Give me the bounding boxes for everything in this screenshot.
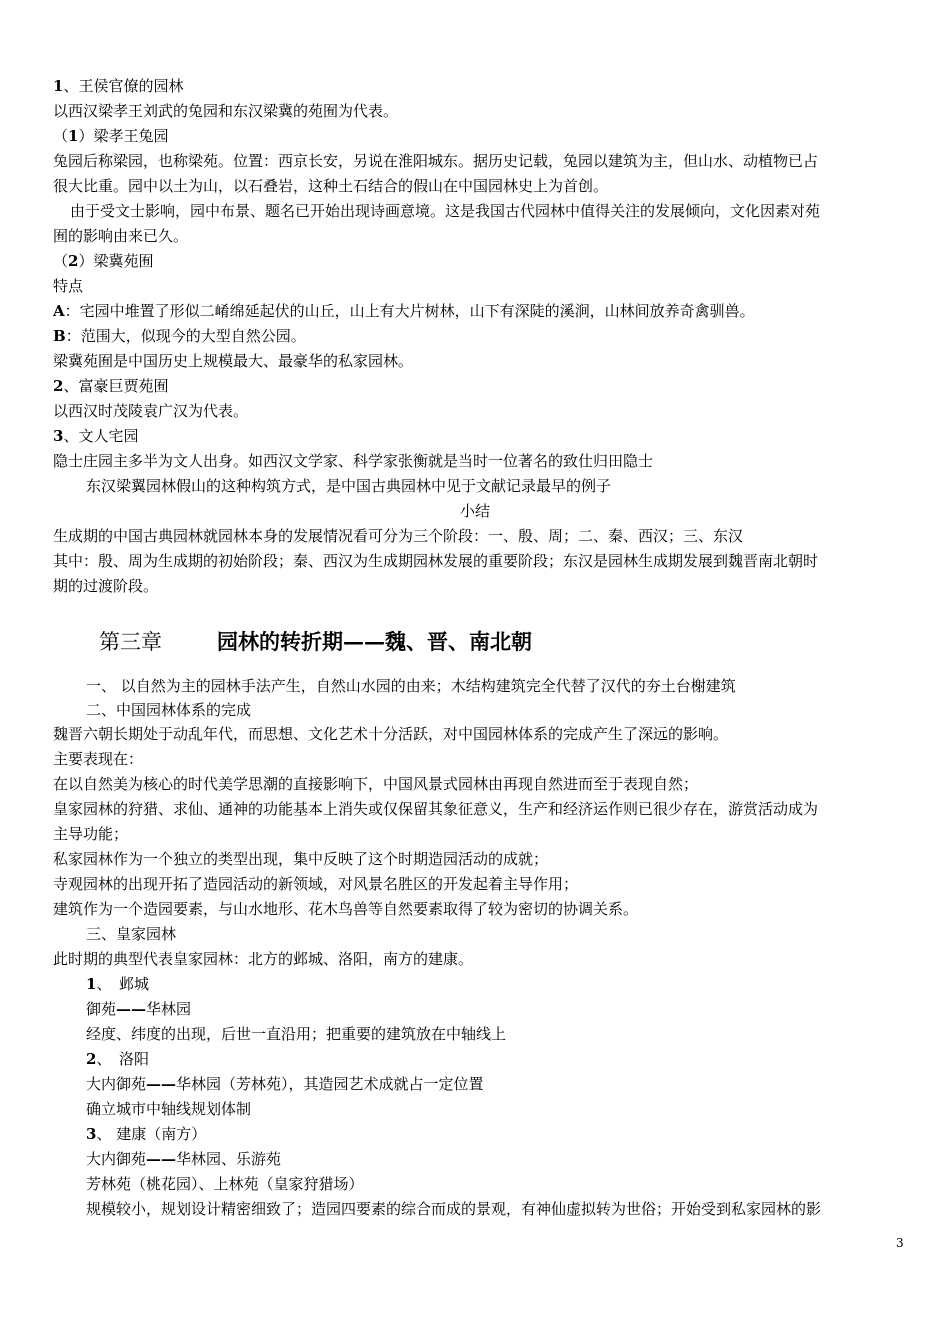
paragraph: 兔园后称梁园，也称梁苑。位置：西京长安，另说在淮阳城东。据历史记载，兔园以建筑为主，但山水、动植物已占 — [53, 152, 819, 170]
paragraph: 经度、纬度的出现，后世一直沿用；把重要的建筑放在中轴线上 — [86, 1025, 507, 1043]
chapter-title: 园林的转折期——魏、晋、南北朝 — [217, 629, 532, 654]
subheading-text: ）梁孝王兔园 — [78, 127, 169, 145]
paragraph — [86, 999, 946, 1019]
city-heading-3 — [86, 1124, 946, 1144]
subheading-number: 1 — [68, 127, 79, 145]
paragraph: 梁冀苑囿是中国历史上规模最大、最豪华的私家园林。 — [53, 352, 414, 370]
text: 御苑 — [86, 1000, 117, 1018]
text: 华林园（芳林苑），其造园艺术成就占一定位置 — [176, 1075, 484, 1093]
feature-text: ：范围大，似现今的大型自然公园。 — [65, 327, 306, 345]
feature-letter: B — [53, 327, 66, 345]
paragraph: 以西汉梁孝王刘武的兔园和东汉梁冀的苑囿为代表。 — [53, 102, 399, 120]
paragraph: 东汉梁翼园林假山的这种构筑方式，是中国古典园林中见于文献记录最早的例子 — [86, 477, 612, 495]
chapter-heading — [99, 628, 532, 656]
paragraph: 确立城市中轴线规划体制 — [86, 1100, 252, 1118]
heading-2 — [53, 376, 913, 396]
paragraph — [86, 1149, 946, 1169]
text: 华林园、乐游苑 — [176, 1150, 282, 1168]
heading-text: 、王侯官僚的园林 — [63, 77, 184, 95]
heading-number: 2 — [53, 377, 64, 395]
text: 华林园 — [146, 1000, 192, 1018]
text: 大内御苑 — [86, 1150, 147, 1168]
paragraph: 由于受文士影响，园中布景、题名已开始出现诗画意境。这是我国古代园林中值得关注的发展倾向，文化因素对苑 — [70, 202, 821, 220]
paragraph: 此时期的典型代表皇家园林：北方的邺城、洛阳，南方的建康。 — [53, 950, 474, 968]
city-number: 1 — [86, 975, 97, 993]
section-heading: 二、中国园林体系的完成 — [86, 701, 252, 719]
paragraph: 魏晋六朝长期处于动乱年代，而思想、文化艺术十分活跃，对中国园林体系的完成产生了深远的影响。 — [53, 725, 729, 743]
section-heading: 三、皇家园林 — [86, 925, 177, 943]
paragraph: 很大比重。园中以土为山，以石叠岩，这种土石结合的假山在中国园林史上为首创。 — [53, 177, 609, 195]
paragraph: 囿的影响由来已久。 — [53, 227, 189, 245]
paragraph: 主要表现在： — [53, 750, 144, 768]
feature-text: ：宅园中堆置了形似二崤绵延起伏的山丘，山上有大片树林，山下有深陡的溪涧，山林间放养奇禽驯兽。 — [64, 302, 755, 320]
paragraph: 芳林苑（桃花园）、上林苑（皇家狩猎场） — [86, 1175, 364, 1193]
feature-b — [53, 326, 913, 346]
dash: —— — [146, 1150, 177, 1168]
subheading-1 — [53, 126, 913, 146]
paragraph — [86, 1074, 946, 1094]
paragraph: 私家园林作为一个独立的类型出现，集中反映了这个时期造园活动的成就； — [53, 850, 549, 868]
paragraph: 建筑作为一个造园要素，与山水地形、花木鸟兽等自然要素取得了较为密切的协调关系。 — [53, 900, 639, 918]
subheading-2 — [53, 251, 913, 271]
features-label: 特点 — [53, 277, 84, 295]
paragraph: 主导功能； — [53, 825, 129, 843]
paragraph: 在以自然美为核心的时代美学思潮的直接影响下，中国风景式园林由再现自然进而至于表现自然； — [53, 775, 699, 793]
city-name: 、 洛阳 — [96, 1050, 149, 1068]
page-number: 3 — [896, 1236, 904, 1250]
paren: （ — [53, 252, 69, 270]
paragraph: 以西汉时茂陵袁广汉为代表。 — [53, 402, 249, 420]
heading-text: 、文人宅园 — [63, 427, 139, 445]
section-heading: 一、 以自然为主的园林手法产生，自然山水园的由来；木结构建筑完全代替了汉代的夯土台榭建筑 — [86, 677, 736, 695]
paren: （ — [53, 127, 69, 145]
heading-number: 3 — [53, 427, 64, 445]
summary-title: 小结 — [459, 502, 490, 520]
heading-3 — [53, 426, 913, 446]
city-name: 、 建康（南方） — [96, 1125, 207, 1143]
paragraph: 生成期的中国古典园林就园林本身的发展情况看可分为三个阶段：一、殷、周；二、秦、西汉；三、东汉 — [53, 527, 744, 545]
city-number: 2 — [86, 1050, 97, 1068]
paragraph: 规模较小，规划设计精密细致了；造园四要素的综合而成的景观，有神仙虚拟转为世俗；开始受到私家园林的影 — [86, 1200, 822, 1218]
paragraph: 隐士庄园主多半为文人出身。如西汉文学家、科学家张衡就是当时一位著名的致仕归田隐士 — [53, 452, 654, 470]
feature-a — [53, 301, 913, 321]
subheading-text: ）梁冀苑囿 — [78, 252, 154, 270]
city-heading-2 — [86, 1049, 946, 1069]
paragraph: 其中：殷、周为生成期的初始阶段；秦、西汉为生成期园林发展的重要阶段；东汉是园林生成期发展到魏晋南北朝时 — [53, 552, 819, 570]
heading-text: 、富豪巨贾苑囿 — [63, 377, 169, 395]
chapter-number: 第三章 — [99, 630, 162, 654]
heading-1 — [53, 76, 913, 96]
paragraph: 寺观园林的出现开拓了造园活动的新领域，对风景名胜区的开发起着主导作用； — [53, 875, 579, 893]
dash: —— — [146, 1075, 177, 1093]
paragraph: 期的过渡阶段。 — [53, 577, 159, 595]
dash: —— — [116, 1000, 147, 1018]
city-name: 、 邺城 — [96, 975, 149, 993]
city-number: 3 — [86, 1125, 97, 1143]
subheading-number: 2 — [68, 252, 79, 270]
heading-number: 1 — [53, 77, 64, 95]
city-heading-1 — [86, 974, 946, 994]
feature-letter: A — [53, 302, 65, 320]
text: 大内御苑 — [86, 1075, 147, 1093]
paragraph: 皇家园林的狩猎、求仙、通神的功能基本上消失或仅保留其象征意义，生产和经济运作则已很少存在，游赏活动成为 — [53, 800, 819, 818]
